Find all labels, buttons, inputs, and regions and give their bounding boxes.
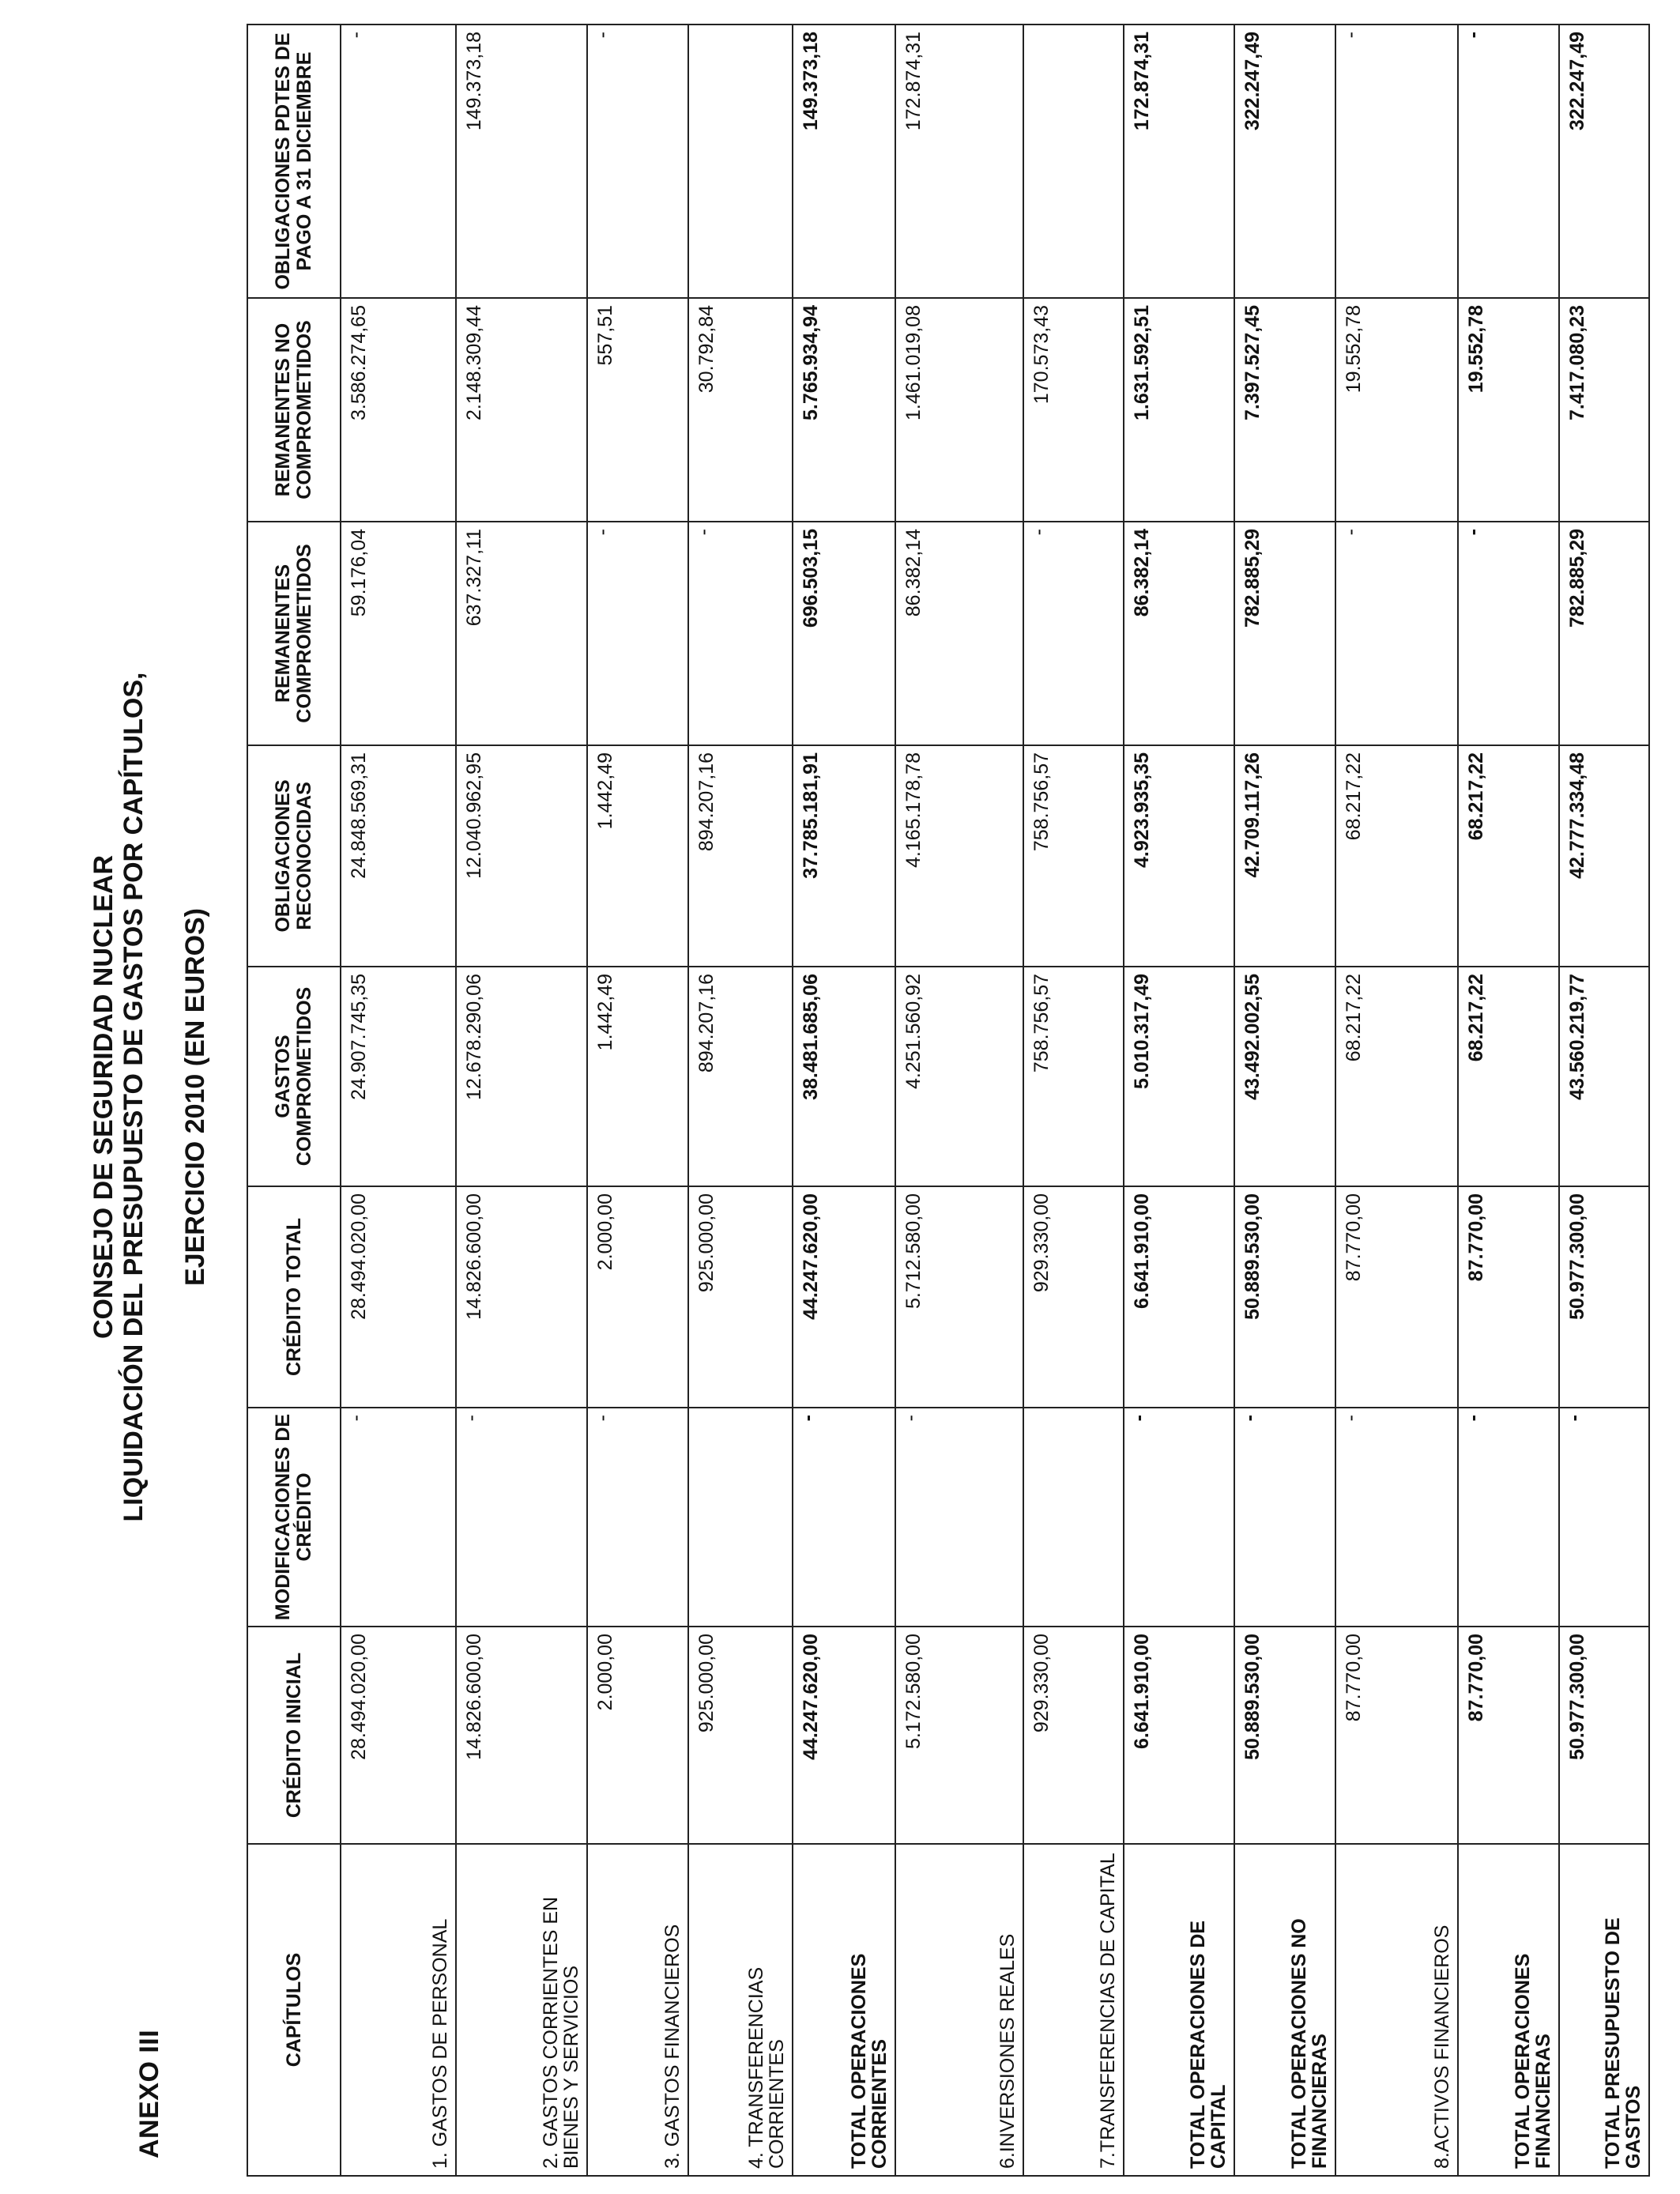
cell-obligaciones-pendientes: 172.874,31 — [1124, 25, 1234, 298]
cell-gastos-comprometidos: 894.207,16 — [688, 967, 793, 1186]
cell-gastos-comprometidos: 43.560.219,77 — [1559, 967, 1649, 1186]
cell-obligaciones-pendientes: 322.247,49 — [1234, 25, 1335, 298]
cell-remanentes-no-comprometidos: 5.765.934,94 — [793, 298, 895, 522]
col-header-capitulos: CAPÍTULOS — [247, 1844, 341, 2176]
cell-credito-inicial: 2.000,00 — [587, 1627, 688, 1844]
col-header-credito-total: CRÉDITO TOTAL — [247, 1186, 341, 1408]
cell-gastos-comprometidos: 68.217,22 — [1458, 967, 1559, 1186]
cell-gastos-comprometidos: 12.678.290,06 — [456, 967, 587, 1186]
cell-modificaciones: - — [341, 1408, 456, 1627]
cell-obligaciones-reconocidas: 24.848.569,31 — [341, 745, 456, 967]
row-chapter-name: 3. GASTOS FINANCIEROS — [587, 1844, 688, 2176]
col-header-obligaciones-pendientes: OBLIGACIONES PDTES DE PAGO A 31 DICIEMBRE — [247, 25, 341, 298]
cell-obligaciones-pendientes — [688, 25, 793, 298]
cell-remanentes-comprometidos: - — [1023, 522, 1124, 745]
cell-obligaciones-reconocidas: 758.756,57 — [1023, 745, 1124, 967]
cell-remanentes-no-comprometidos: 1.631.592,51 — [1124, 298, 1234, 522]
cell-modificaciones: - — [793, 1408, 895, 1627]
cell-remanentes-comprometidos: - — [688, 522, 793, 745]
table-header-row — [247, 25, 341, 2176]
col-header-credito-inicial: CRÉDITO INICIAL — [247, 1627, 341, 1844]
cell-modificaciones: - — [1234, 1408, 1335, 1627]
cell-modificaciones: - — [587, 1408, 688, 1627]
cell-credito-total: 2.000,00 — [587, 1186, 688, 1408]
cell-credito-total: 87.770,00 — [1458, 1186, 1559, 1408]
cell-obligaciones-reconocidas: 42.777.334,48 — [1559, 745, 1649, 967]
table-row-total — [1559, 25, 1649, 2176]
cell-credito-inicial: 5.172.580,00 — [895, 1627, 1023, 1844]
cell-credito-total: 50.977.300,00 — [1559, 1186, 1649, 1408]
cell-obligaciones-pendientes: 149.373,18 — [456, 25, 587, 298]
cell-remanentes-no-comprometidos: 7.417.080,23 — [1559, 298, 1649, 522]
cell-modificaciones: - — [456, 1408, 587, 1627]
table-row — [456, 25, 587, 2176]
cell-gastos-comprometidos: 4.251.560,92 — [895, 967, 1023, 1186]
row-chapter-name: 4. TRANSFERENCIAS CORRIENTES — [688, 1844, 793, 2176]
cell-obligaciones-reconocidas: 12.040.962,95 — [456, 745, 587, 967]
col-header-gastos-comprometidos: GASTOS COMPROMETIDOS — [247, 967, 341, 1186]
cell-obligaciones-reconocidas: 1.442,49 — [587, 745, 688, 967]
cell-modificaciones: - — [895, 1408, 1023, 1627]
cell-modificaciones: - — [1124, 1408, 1234, 1627]
cell-modificaciones: - — [1559, 1408, 1649, 1627]
row-chapter-name: TOTAL PRESUPUESTO DE GASTOS — [1559, 1844, 1649, 2176]
cell-obligaciones-reconocidas: 42.709.117,26 — [1234, 745, 1335, 967]
row-chapter-name: 2. GASTOS CORRIENTES EN BIENES Y SERVICIOS — [456, 1844, 587, 2176]
col-header-modificaciones: MODIFICACIONES DE CRÉDITO — [247, 1408, 341, 1627]
cell-modificaciones: - — [1335, 1408, 1458, 1627]
cell-gastos-comprometidos: 1.442,49 — [587, 967, 688, 1186]
table-row — [895, 25, 1023, 2176]
col-header-obligaciones-reconocidas: OBLIGACIONES RECONOCIDAS — [247, 745, 341, 967]
cell-gastos-comprometidos: 68.217,22 — [1335, 967, 1458, 1186]
cell-remanentes-no-comprometidos: 19.552,78 — [1458, 298, 1559, 522]
cell-credito-inicial: 50.889.530,00 — [1234, 1627, 1335, 1844]
cell-credito-total: 87.770,00 — [1335, 1186, 1458, 1408]
cell-credito-total: 6.641.910,00 — [1124, 1186, 1234, 1408]
cell-obligaciones-pendientes: - — [341, 25, 456, 298]
cell-obligaciones-reconocidas: 37.785.181,91 — [793, 745, 895, 967]
row-chapter-name: TOTAL OPERACIONES NO FINANCIERAS — [1234, 1844, 1335, 2176]
cell-obligaciones-reconocidas: 68.217,22 — [1335, 745, 1458, 967]
cell-remanentes-comprometidos: 782.885,29 — [1559, 522, 1649, 745]
cell-obligaciones-pendientes: 149.373,18 — [793, 25, 895, 298]
cell-credito-total: 28.494.020,00 — [341, 1186, 456, 1408]
table-row — [587, 25, 688, 2176]
cell-gastos-comprometidos: 758.756,57 — [1023, 967, 1124, 1186]
cell-remanentes-no-comprometidos: 19.552,78 — [1335, 298, 1458, 522]
cell-credito-total: 925.000,00 — [688, 1186, 793, 1408]
annex-label: ANEXO III — [134, 2029, 164, 2158]
cell-remanentes-no-comprometidos: 30.792,84 — [688, 298, 793, 522]
fiscal-year-title: EJERCICIO 2010 (EN EUROS) — [180, 907, 210, 1287]
cell-modificaciones — [688, 1408, 793, 1627]
cell-credito-inicial: 929.330,00 — [1023, 1627, 1124, 1844]
cell-obligaciones-pendientes: - — [1335, 25, 1458, 298]
cell-remanentes-comprometidos: 59.176,04 — [341, 522, 456, 745]
row-chapter-name: 6.INVERSIONES REALES — [895, 1844, 1023, 2176]
cell-obligaciones-pendientes: 322.247,49 — [1559, 25, 1649, 298]
cell-remanentes-no-comprometidos: 170.573,43 — [1023, 298, 1124, 522]
cell-remanentes-comprometidos: 696.503,15 — [793, 522, 895, 745]
cell-remanentes-comprometidos: - — [587, 522, 688, 745]
cell-credito-inicial: 44.247.620,00 — [793, 1627, 895, 1844]
cell-credito-total: 44.247.620,00 — [793, 1186, 895, 1408]
cell-obligaciones-reconocidas: 68.217,22 — [1458, 745, 1559, 967]
cell-credito-inicial: 87.770,00 — [1335, 1627, 1458, 1844]
cell-obligaciones-pendientes: - — [587, 25, 688, 298]
cell-remanentes-comprometidos: 86.382,14 — [895, 522, 1023, 745]
row-chapter-name: 8.ACTIVOS FINANCIEROS — [1335, 1844, 1458, 2176]
table-row-total — [1124, 25, 1234, 2176]
cell-remanentes-comprometidos: 637.327,11 — [456, 522, 587, 745]
table-row — [1023, 25, 1124, 2176]
cell-credito-inicial: 14.826.600,00 — [456, 1627, 587, 1844]
row-chapter-name: TOTAL OPERACIONES CORRIENTES — [793, 1844, 895, 2176]
cell-credito-inicial: 87.770,00 — [1458, 1627, 1559, 1844]
row-chapter-name: TOTAL OPERACIONES FINANCIERAS — [1458, 1844, 1559, 2176]
cell-remanentes-no-comprometidos: 1.461.019,08 — [895, 298, 1023, 522]
cell-obligaciones-pendientes — [1023, 25, 1124, 298]
page-title: CONSEJO DE SEGURIDAD NUCLEAR — [89, 854, 119, 1340]
cell-remanentes-no-comprometidos: 3.586.274,65 — [341, 298, 456, 522]
table-row — [341, 25, 456, 2176]
cell-credito-total: 50.889.530,00 — [1234, 1186, 1335, 1408]
table-row — [1335, 25, 1458, 2176]
cell-remanentes-no-comprometidos: 557,51 — [587, 298, 688, 522]
cell-modificaciones — [1023, 1408, 1124, 1627]
row-chapter-name: 7.TRANSFERENCIAS DE CAPITAL — [1023, 1844, 1124, 2176]
cell-obligaciones-reconocidas: 894.207,16 — [688, 745, 793, 967]
budget-liquidation-table — [247, 24, 1650, 2177]
cell-obligaciones-reconocidas: 4.923.935,35 — [1124, 745, 1234, 967]
cell-remanentes-no-comprometidos: 7.397.527,45 — [1234, 298, 1335, 522]
col-header-remanentes-comprometidos: REMANENTES COMPROMETIDOS — [247, 522, 341, 745]
cell-obligaciones-reconocidas: 4.165.178,78 — [895, 745, 1023, 967]
table-row-total — [1234, 25, 1335, 2176]
cell-remanentes-no-comprometidos: 2.148.309,44 — [456, 298, 587, 522]
cell-gastos-comprometidos: 24.907.745,35 — [341, 967, 456, 1186]
row-chapter-name: TOTAL OPERACIONES DE CAPITAL — [1124, 1844, 1234, 2176]
cell-remanentes-comprometidos: - — [1335, 522, 1458, 745]
cell-credito-inicial: 6.641.910,00 — [1124, 1627, 1234, 1844]
cell-remanentes-comprometidos: 86.382,14 — [1124, 522, 1234, 745]
row-chapter-name: 1. GASTOS DE PERSONAL — [341, 1844, 456, 2176]
page-subtitle: LIQUIDACIÓN DEL PRESUPUESTO DE GASTOS POR CAPÍTULOS, — [119, 672, 149, 1522]
cell-modificaciones: - — [1458, 1408, 1559, 1627]
cell-obligaciones-pendientes: 172.874,31 — [895, 25, 1023, 298]
cell-remanentes-comprometidos: - — [1458, 522, 1559, 745]
cell-gastos-comprometidos: 5.010.317,49 — [1124, 967, 1234, 1186]
table-row-total — [1458, 25, 1559, 2176]
cell-credito-inicial: 50.977.300,00 — [1559, 1627, 1649, 1844]
cell-gastos-comprometidos: 38.481.685,06 — [793, 967, 895, 1186]
table-row-total — [793, 25, 895, 2176]
cell-remanentes-comprometidos: 782.885,29 — [1234, 522, 1335, 745]
cell-credito-inicial: 28.494.020,00 — [341, 1627, 456, 1844]
cell-credito-total: 14.826.600,00 — [456, 1186, 587, 1408]
cell-obligaciones-pendientes: - — [1458, 25, 1559, 298]
table-row — [688, 25, 793, 2176]
cell-credito-total: 5.712.580,00 — [895, 1186, 1023, 1408]
col-header-remanentes-no-comprometidos: REMANENTES NO COMPROMETIDOS — [247, 298, 341, 522]
cell-credito-total: 929.330,00 — [1023, 1186, 1124, 1408]
cell-credito-inicial: 925.000,00 — [688, 1627, 793, 1844]
cell-gastos-comprometidos: 43.492.002,55 — [1234, 967, 1335, 1186]
